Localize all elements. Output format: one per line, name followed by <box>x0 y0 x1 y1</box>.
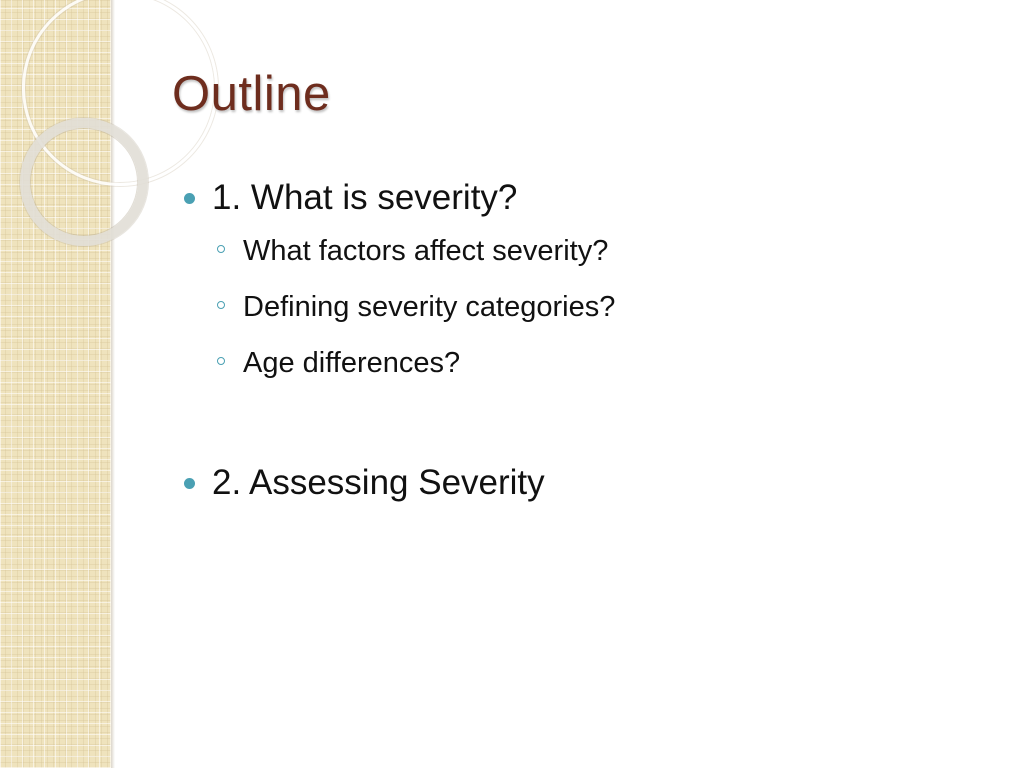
sub-bullet-item <box>184 231 984 287</box>
sub-bullet-item <box>184 343 984 399</box>
bullet-item-1 <box>184 175 984 221</box>
bullet-item-label: 1. What is severity? <box>212 178 518 217</box>
ring-bullet-icon <box>217 245 225 253</box>
bullet-item-2 <box>184 460 984 506</box>
sub-bullet-list <box>184 231 984 399</box>
slide-title: Outline <box>172 67 331 121</box>
list-spacer <box>184 399 984 460</box>
sub-bullet-item <box>184 287 984 343</box>
ring-bullet-icon <box>217 357 225 365</box>
sub-bullet-label: Defining severity categories? <box>243 291 616 323</box>
ring-bullet-icon <box>217 301 225 309</box>
decorative-small-ring <box>20 118 148 246</box>
sub-bullet-label: Age differences? <box>243 347 461 379</box>
bullet-dot-icon <box>184 193 195 204</box>
sub-bullet-label: What factors affect severity? <box>243 235 609 267</box>
bullet-dot-icon <box>184 478 195 489</box>
bullet-item-label: 2. Assessing Severity <box>212 463 545 502</box>
bullet-list <box>184 175 984 506</box>
